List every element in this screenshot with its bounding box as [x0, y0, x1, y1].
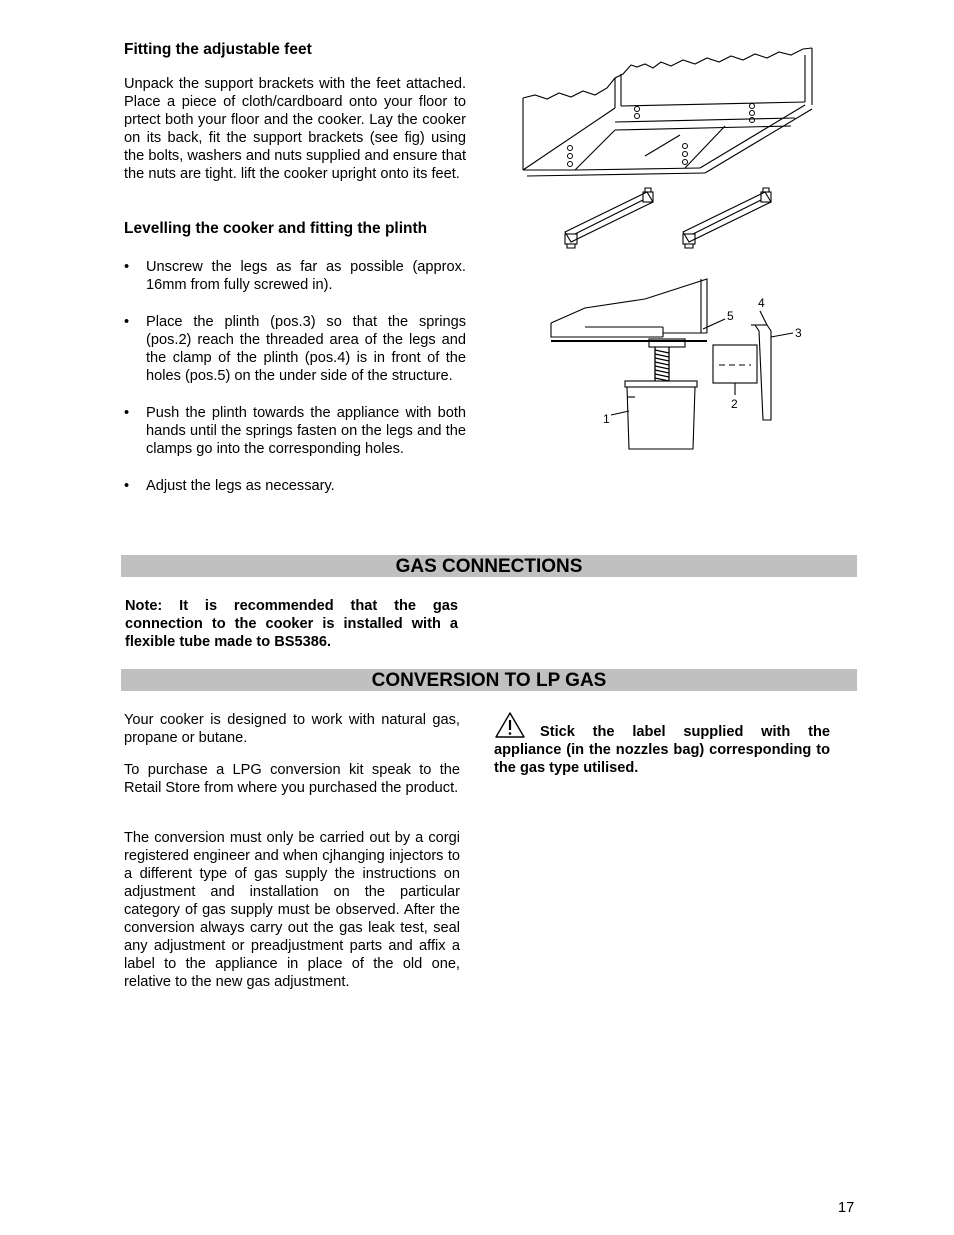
diagram-label-3: 3: [795, 326, 802, 340]
feet-heading: Fitting the adjustable feet: [124, 41, 312, 58]
levelling-list: [124, 258, 466, 514]
diagram-label-1: 1: [603, 412, 610, 426]
list-item: • Place the plinth (pos.3) so that the springs (pos.2) reach the threaded area of the legs and the clamp of the plinth (pos.4) is in front of the holes (pos.5) on the under side of the structure.: [124, 314, 466, 384]
bullet-icon: •: [124, 405, 130, 421]
gas-connections-banner: GAS CONNECTIONS: [121, 555, 857, 577]
conversion-para-1: Your cooker is designed to work with natural gas, propane or butane.: [124, 712, 460, 746]
page-number: 17: [838, 1200, 855, 1216]
gas-connections-note: Note: It is recommended that the gas connection to the cooker is installed with a flexible tube made to BS5386.: [125, 598, 458, 650]
diagram-label-4: 4: [758, 296, 765, 310]
list-item: • Adjust the legs as necessary.: [124, 478, 335, 494]
conversion-banner: CONVERSION TO LP GAS: [121, 669, 857, 691]
plinth-fitting-diagram: [545, 275, 810, 455]
bullet-icon: •: [124, 314, 130, 330]
conversion-para-3: The conversion must only be carried out by a corgi registered engineer and when cjhanging injectors to a different type of gas supply the instructions on adjustment and installation on the particular category of gas supply must be observed. After the conversion always carry out the gas leak test, seal any adjustment or preadjustment parts and affix a label to the appliance in place of the old one, relative to the new gas adjustment.: [124, 830, 460, 990]
diagram-label-2: 2: [731, 397, 738, 411]
bullet-icon: •: [124, 259, 130, 275]
feet-bracket-illustration: [515, 40, 820, 255]
conversion-para-2: To purchase a LPG conversion kit speak to the Retail Store from where you purchased the product.: [124, 762, 460, 796]
list-item: • Push the plinth towards the appliance with both hands until the springs fasten on the legs and the clamps go into the corresponding holes.: [124, 405, 466, 457]
list-item: • Unscrew the legs as far as possible (approx. 16mm from fully screwed in).: [124, 259, 466, 293]
bullet-icon: •: [124, 478, 130, 494]
levelling-heading: Levelling the cooker and fitting the plinth: [124, 220, 428, 237]
conversion-warning: Stick the label supplied with the appliance (in the nozzles bag) corresponding to the gas type utilised.: [494, 724, 830, 776]
diagram-label-5: 5: [727, 309, 734, 323]
feet-body: Unpack the support brackets with the feet attached. Place a piece of cloth/cardboard onto your floor to prtect both your floor and the cooker. Lay the cooker on its back, fit the support brackets (see fig) using the bolts, washers and nuts supplied and ensure that the nuts are tight. lift the cooker upright onto its feet.: [124, 76, 466, 182]
